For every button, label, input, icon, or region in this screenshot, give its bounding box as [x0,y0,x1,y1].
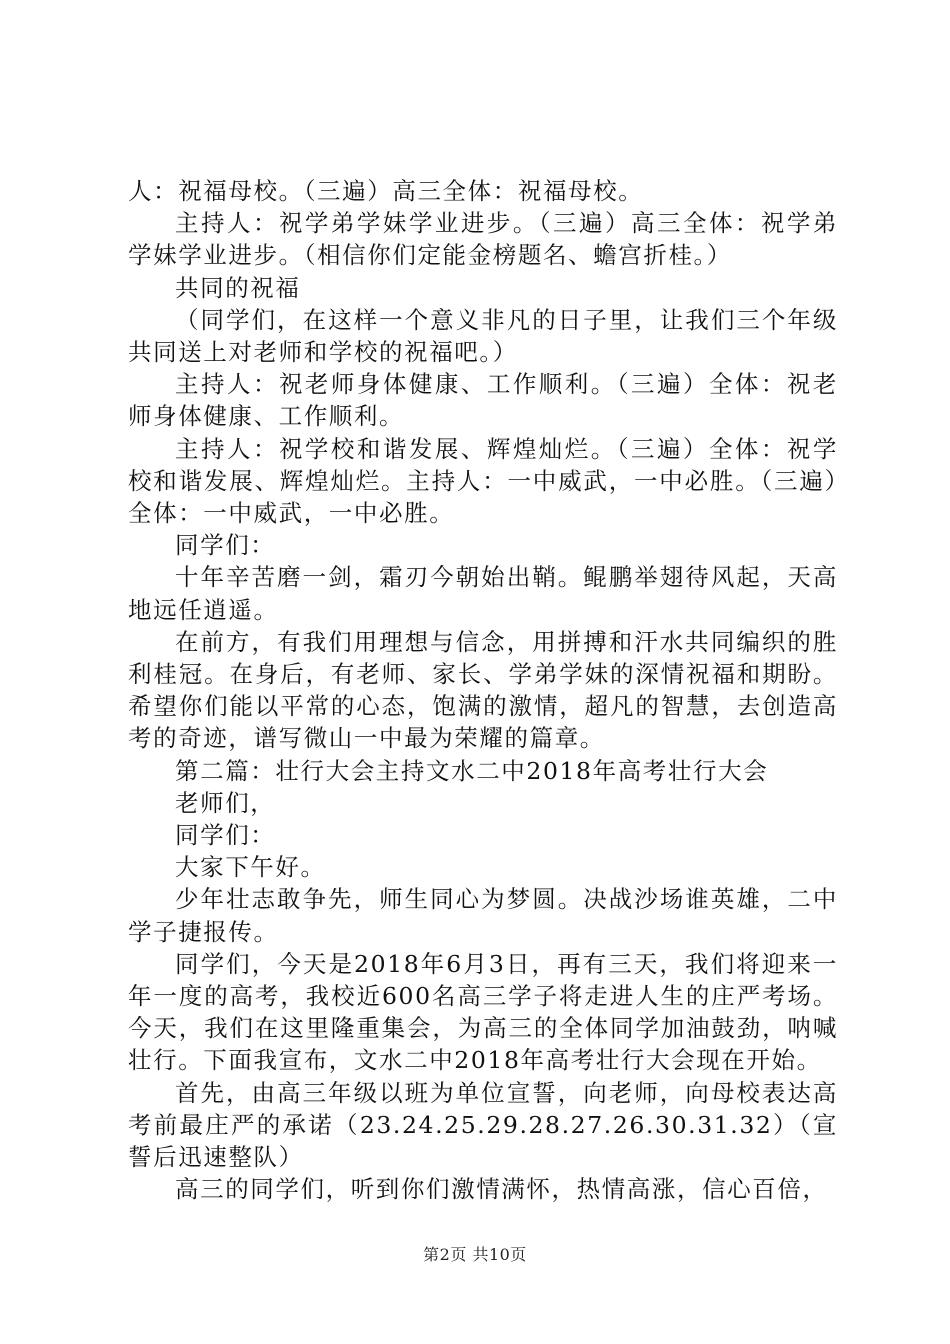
paragraph: 共同的祝福 [175,273,301,302]
paragraph: 少年壮志敢争先，师生同心为梦圆。决战沙场谁英雄，二中学子捷报传。 [128,885,838,946]
paragraph: 主持人：祝老师身体健康、工作顺利。（三遍）全体：祝老师身体健康、工作顺利。 [128,370,838,431]
paragraph: 老师们， [175,788,276,817]
paragraph: 高三的同学们，听到你们激情满怀，热情高涨，信心百倍， [175,1175,828,1204]
paragraph: 同学们： [175,821,276,850]
paragraph: 人：祝福母校。（三遍）高三全体：祝福母校。 [128,177,644,205]
document-body [128,175,838,1206]
paragraph: 同学们： [175,531,276,560]
paragraph: 同学们，今天是2018年6月3日，再有三天，我们将迎来一年一度的高考，我校近600名高三学子将走进人生的庄严考场。今天，我们在这里隆重集会，为高三的全体同学加油鼓劲，呐喊壮行。下面我宣布，文水二中2018年高考壮行大会现在开始。 [128,949,838,1075]
paragraph: 在前方，有我们用理想与信念，用拼搏和汗水共同编织的胜利桂冠。在身后，有老师、家长、学弟学妹的深情祝福和期盼。希望你们能以平常的心态，饱满的激情，超凡的智慧，去创造高考的奇迹，谱写微山一中最为荣耀的篇章。 [128,627,838,753]
section-heading: 第二篇：壮行大会主持文水二中2018年高考壮行大会 [175,756,769,785]
paragraph: 主持人：祝学校和谐发展、辉煌灿烂。（三遍）全体：祝学校和谐发展、辉煌灿烂。主持人：一中威武，一中必胜。（三遍）全体：一中威武，一中必胜。 [128,434,838,528]
paragraph: （同学们，在这样一个意义非凡的日子里，让我们三个年级共同送上对老师和学校的祝福吧。） [128,305,838,367]
paragraph: 主持人：祝学弟学妹学业进步。（三遍）高三全体：祝学弟学妹学业进步。（相信你们定能金榜题名、蟾宫折桂。） [128,209,838,270]
paragraph: 首先，由高三年级以班为单位宣誓，向老师，向母校表达高考前最庄严的承诺（23.24.25.29.28.27.26.30.31.32）（宣誓后迅速整队） [128,1078,838,1172]
paragraph: 大家下午好。 [175,853,326,882]
page-number: 第2页 共10页 [423,1245,527,1264]
paragraph: 十年辛苦磨一剑，霜刃今朝始出鞘。鲲鹏举翅待风起，天高地远任逍遥。 [128,563,838,624]
